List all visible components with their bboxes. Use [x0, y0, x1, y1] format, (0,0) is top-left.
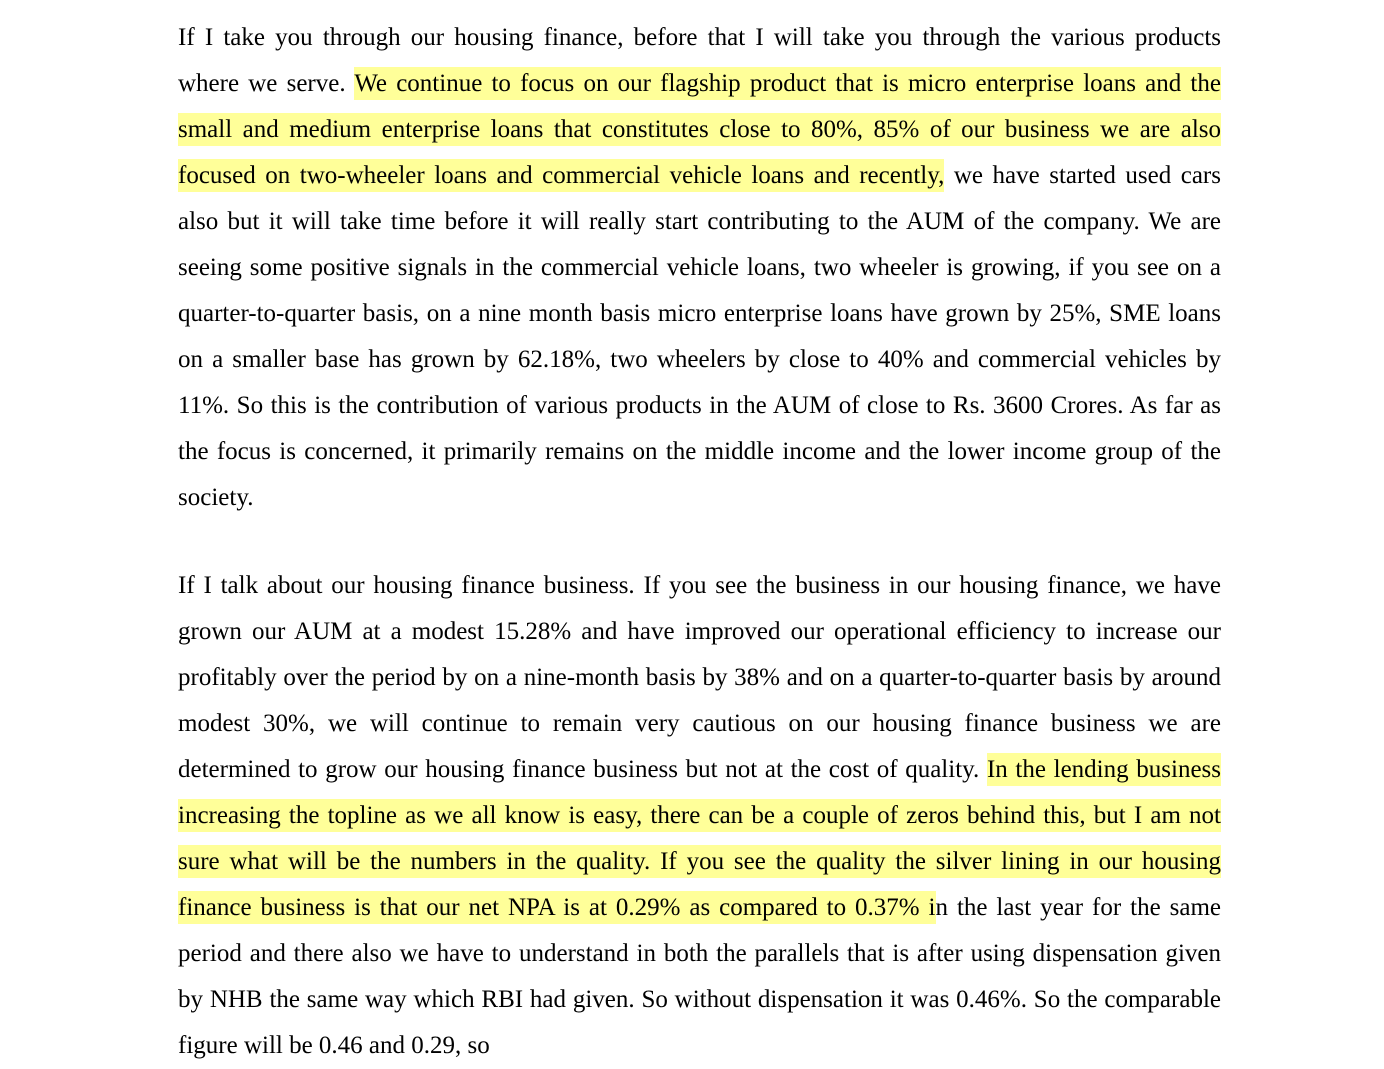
- highlighted-text: We continue to focus on our flagship product that is micro enterprise loans and the small and medium enterprise loans that constitutes close to 80%, 85% of our business we are also focused on two-wheeler loans and commercial vehicle loans and recently,: [178, 67, 1221, 192]
- document-page: [178, 15, 1221, 1069]
- paragraph-housing-finance-business: [178, 563, 1221, 1069]
- text-segment: If I talk about our housing finance business. If you see the business in our housing finance, we have grown our AUM at a modest 15.28% and have improved our operational efficiency to increase our profitably over the period by on a nine-month basis by 38% and on a quarter-to-quarter basis by around modest 30%, we will continue to remain very cautious on our housing finance business we are determined to grow our housing finance business but not at the cost of quality.: [178, 572, 1221, 783]
- text-segment: n the last year for the same period and there also we have to understand in both the parallels that is after using dispensation given by NHB the same way which RBI had given. So without dispensation it was 0.46%. So the comparable figure will be 0.46 and 0.29, so: [178, 894, 1221, 1059]
- text-segment: we have started used cars also but it will take time before it will really start contributing to the AUM of the company. We are seeing some positive signals in the commercial vehicle loans, two wheeler is growing, if you see on a quarter-to-quarter basis, on a nine month basis micro enterprise loans have grown by 25%, SME loans on a smaller base has grown by 62.18%, two wheelers by close to 40% and commercial vehicles by 11%. So this is the contribution of various products in the AUM of close to Rs. 3600 Crores. As far as the focus is concerned, it primarily remains on the middle income and the lower income group of the society.: [178, 162, 1221, 511]
- highlighted-text: In the lending business increasing the topline as we all know is easy, there can be a couple of zeros behind this, but I am not sure what will be the numbers in the quality. If you see the quality the silver lining in our housing finance business is that our net NPA is at 0.29% as compared to 0.37% i: [178, 753, 1221, 924]
- text-segment: If I take you through our housing finance, before that I will take you through the various products where we serve.: [178, 24, 1221, 97]
- paragraph-housing-products: [178, 15, 1221, 521]
